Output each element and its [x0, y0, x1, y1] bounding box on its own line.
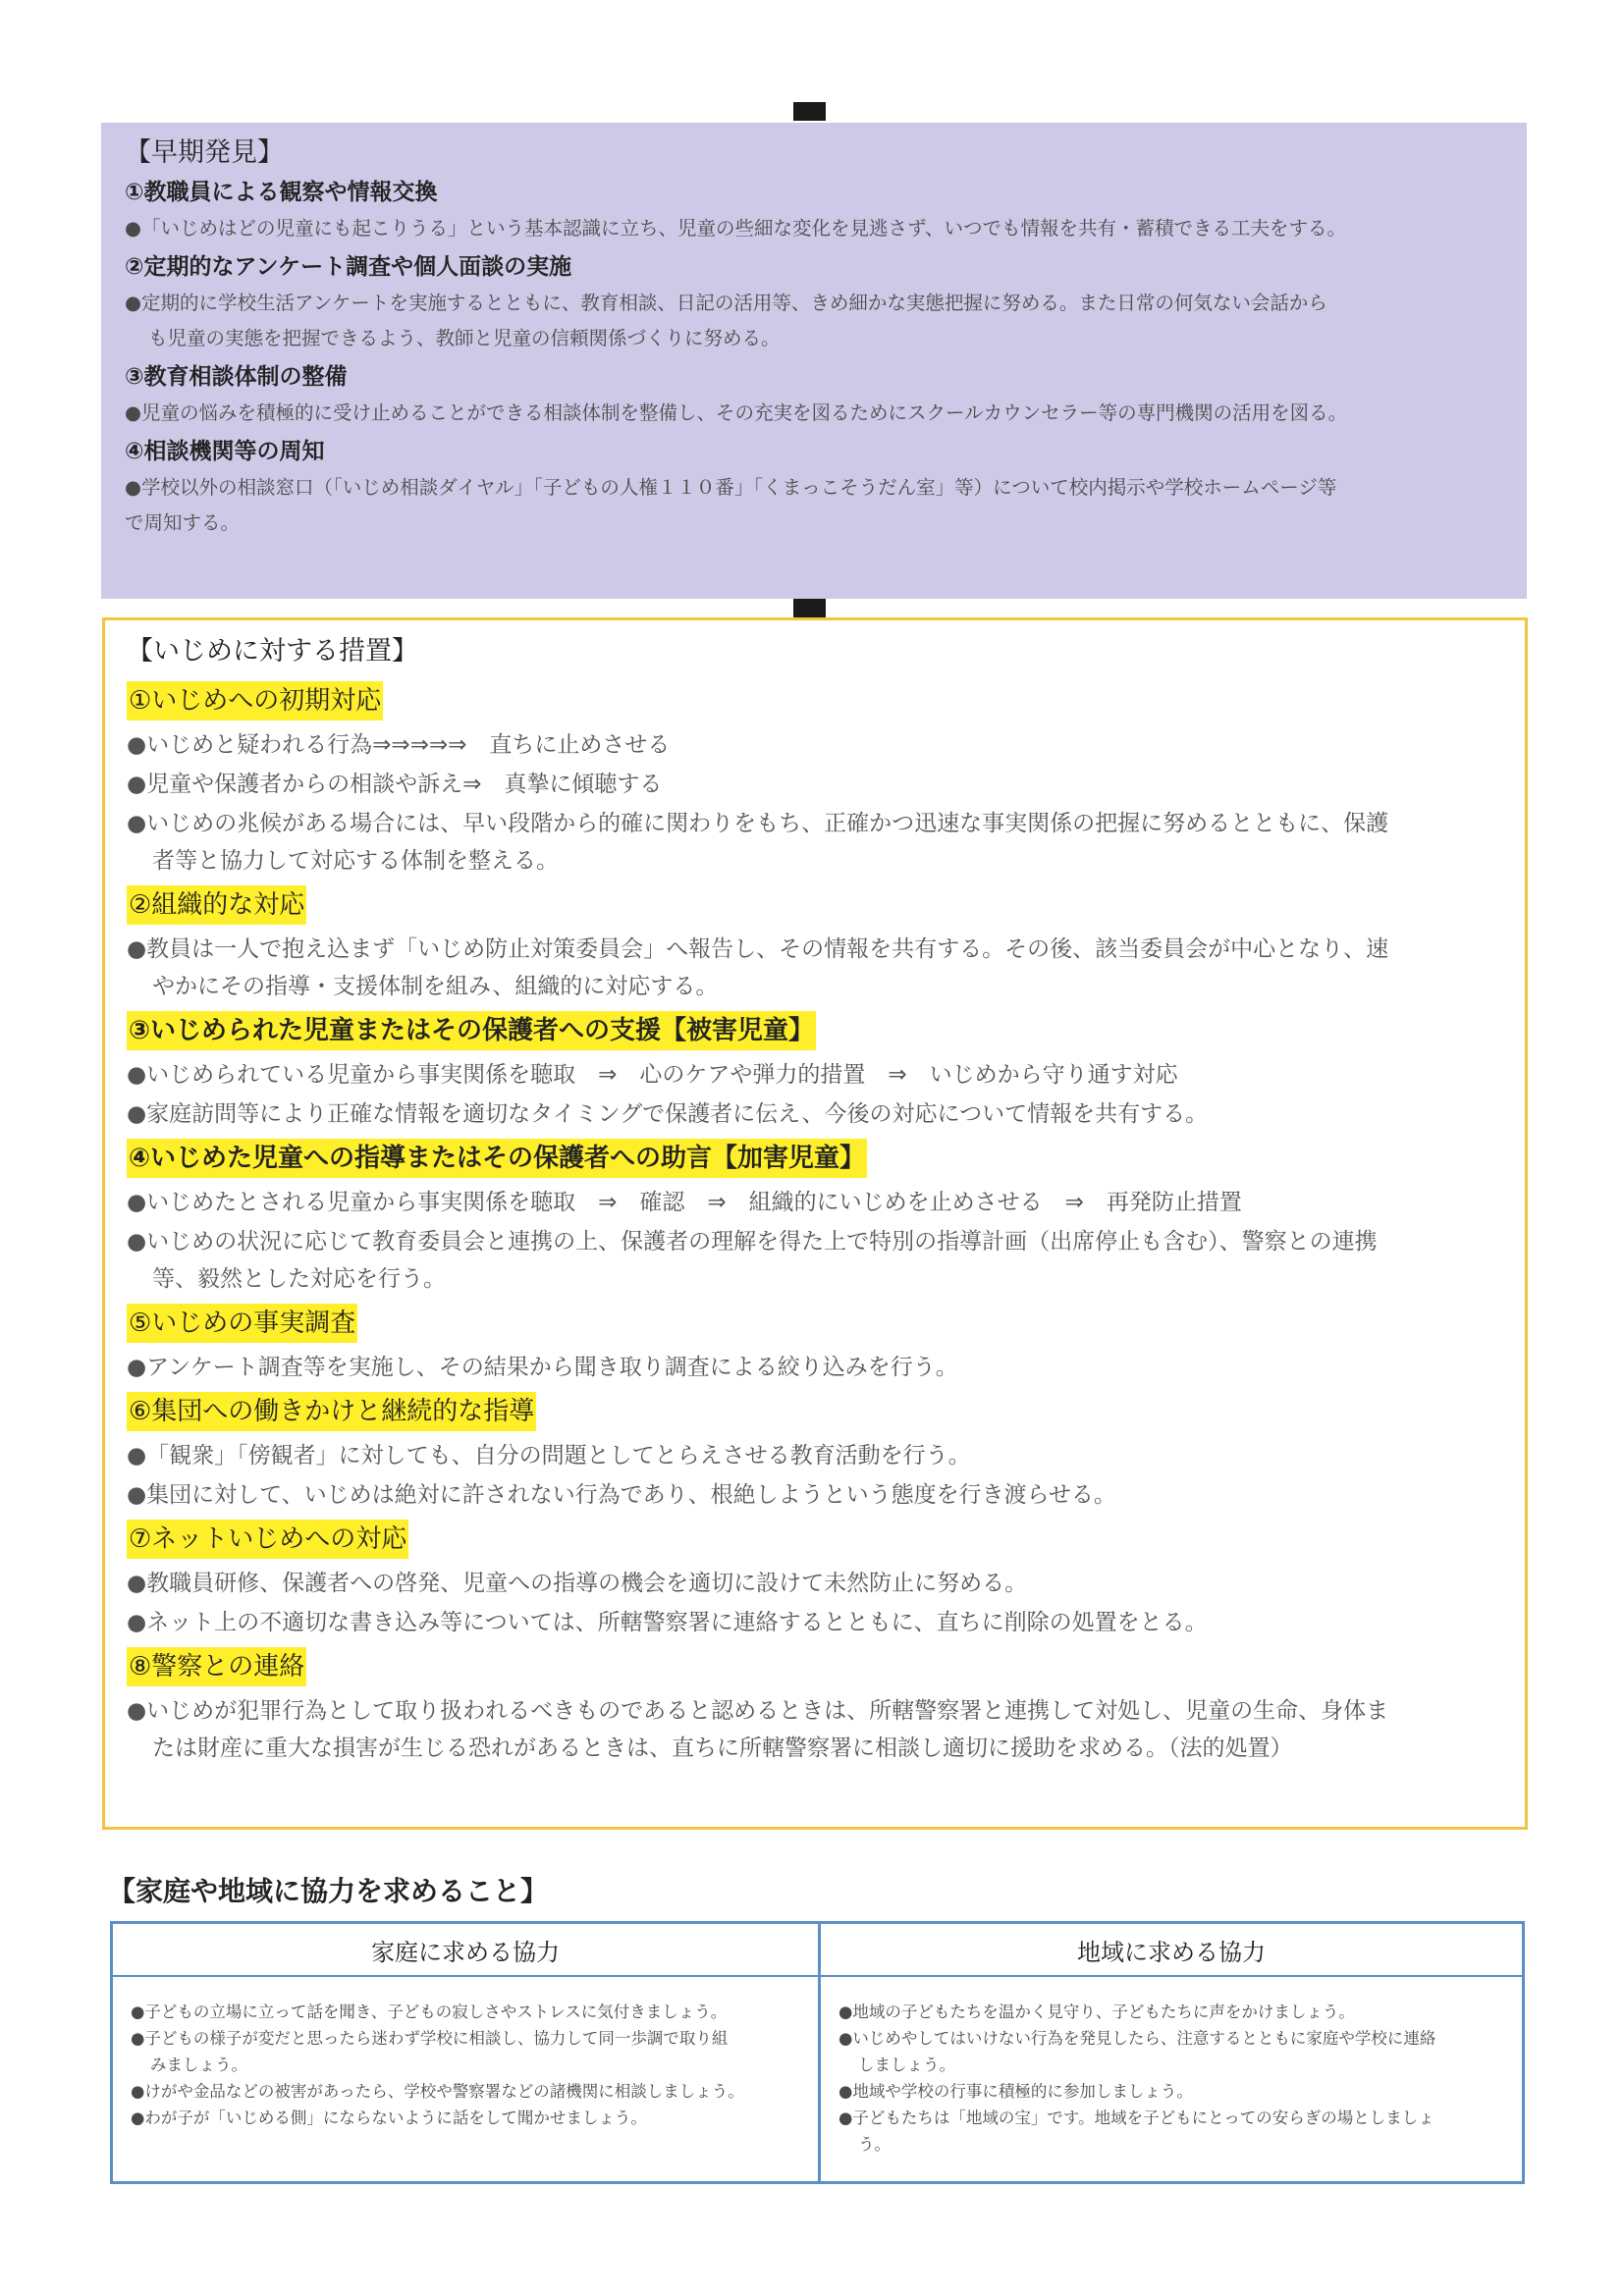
response-section-4	[127, 1135, 1503, 1298]
connector-middle	[793, 599, 826, 617]
early-bullet-1: ●「いじめはどの児童にも起こりうる」という基本認識に立ち、児童の些細な変化を見逃さず、いつでも情報を共有・蓄積できる工夫をする。	[125, 217, 1346, 240]
response-line: ●いじめられている児童から事実関係を聴取 ⇒ 心のケアや弾力的措置 ⇒ いじめから守り通す対応	[127, 1062, 1178, 1088]
response-section-6	[127, 1388, 1503, 1514]
response-section-5	[127, 1300, 1503, 1386]
list-item: ●けがや金品などの被害があったら、学校や警察署などの諸機関に相談しましょう。	[131, 2082, 744, 2101]
response-heading-5: ⑤いじめの事実調査	[127, 1304, 357, 1343]
early-bullet-2: ●定期的に学校生活アンケートを実施するとともに、教育相談、日記の活用等、きめ細かな実態把握に努める。また日常の何気ない会話から も児童の実態を把握できるよう、教師と児童の信頼関係づくりに努める。	[125, 292, 1327, 349]
response-line: ●いじめたとされる児童から事実関係を聴取 ⇒ 確認 ⇒ 組織的にいじめを止めさせる ⇒ 再発防止措置	[127, 1190, 1242, 1215]
early-heading-3: ③教育相談体制の整備	[125, 364, 348, 390]
response-line: ●家庭訪問等により正確な情報を適切なタイミングで保護者に伝え、今後の対応について情報を共有する。	[127, 1101, 1209, 1127]
list-item: ●いじめやしてはいけない行為を発見したら、注意するとともに家庭や学校に連絡 しましょう。	[839, 2029, 1436, 2074]
early-heading-4: ④相談機関等の周知	[125, 439, 325, 464]
list-item: ●子どもの立場に立って話を聞き、子どもの寂しさやストレスに気付きましょう。	[131, 2002, 728, 2021]
response-section-7	[127, 1516, 1503, 1641]
response-section-1	[127, 677, 1503, 880]
response-title: 【いじめに対する措置】	[127, 636, 418, 667]
cooperation-table	[110, 1921, 1525, 2184]
community-column-header: 地域に求める協力	[821, 1924, 1522, 1977]
early-detection-title: 【早期発見】	[125, 137, 284, 168]
early-heading-2: ②定期的なアンケート調査や個人面談の実施	[125, 254, 572, 280]
response-heading-1: ①いじめへの初期対応	[127, 681, 383, 721]
response-heading-3: ③いじめられた児童またはその保護者への支援【被害児童】	[127, 1011, 816, 1050]
bullying-response-box	[102, 617, 1528, 1830]
list-item: ●子どもの様子が変だと思ったら迷わず学校に相談し、協力して同一歩調で取り組 みましょう。	[131, 2029, 729, 2074]
response-heading-8: ⑧警察との連絡	[127, 1647, 306, 1686]
early-heading-1: ①教職員による観察や情報交換	[125, 180, 438, 205]
response-line: ●教員は一人で抱え込まず「いじめ防止対策委員会」へ報告し、その情報を共有する。その後、該当委員会が中心となり、速 やかにその指導・支援体制を組み、組織的に対応する。	[127, 936, 1389, 999]
list-item: ●地域の子どもたちを温かく見守り、子どもたちに声をかけましょう。	[839, 2002, 1355, 2021]
response-line: ●教職員研修、保護者への啓発、児童への指導の機会を適切に設けて未然防止に努める。	[127, 1571, 1028, 1596]
connector-top	[793, 102, 826, 121]
response-section-3	[127, 1007, 1503, 1133]
response-line: ●いじめと疑われる行為⇒⇒⇒⇒⇒ 直ちに止めさせる	[127, 732, 671, 758]
response-line: ●集団に対して、いじめは絶対に許されない行為であり、根絶しようという態度を行き渡らせる。	[127, 1482, 1116, 1508]
response-line: ●いじめの状況に応じて教育委員会と連携の上、保護者の理解を得た上で特別の指導計画（出席停止も含む）、警察との連携 等、毅然とした対応を行う。	[127, 1229, 1378, 1292]
response-heading-7: ⑦ネットいじめへの対応	[127, 1520, 408, 1559]
family-column-header: 家庭に求める協力	[113, 1924, 821, 1977]
response-line: ●いじめの兆候がある場合には、早い段階から的確に関わりをもち、正確かつ迅速な事実関係の把握に努めるとともに、保護 者等と協力して対応する体制を整える。	[127, 811, 1389, 874]
community-cell	[821, 1977, 1522, 2181]
early-bullet-3: ●児童の悩みを積極的に受け止めることができる相談体制を整備し、その充実を図るためにスクールカウンセラー等の専門機関の活用を図る。	[125, 401, 1348, 424]
response-line: ●ネット上の不適切な書き込み等については、所轄警察署に連絡するとともに、直ちに削除の処置をとる。	[127, 1610, 1208, 1635]
list-item: ●わが子が「いじめる側」にならないように話をして聞かせましょう。	[131, 2109, 647, 2127]
response-line: ●児童や保護者からの相談や訴え⇒ 真摯に傾聴する	[127, 772, 663, 797]
response-section-8	[127, 1643, 1503, 1767]
cooperation-title: 【家庭や地域に協力を求めること】	[108, 1875, 549, 1907]
response-line: ●いじめが犯罪行為として取り扱われるべきものであると認めるときは、所轄警察署と連携して対処し、児童の生命、身体ま たは財産に重大な損害が生じる恐れがあるときは、直ちに所轄警察署に相談し適切に援助を求める。（法的処置）	[127, 1698, 1389, 1761]
early-detection-box	[101, 123, 1527, 599]
list-item: ●子どもたちは「地域の宝」です。地域を子どもにとっての安らぎの場としましょ う。	[839, 2109, 1434, 2154]
response-line: ●「観衆」「傍観者」に対しても、自分の問題としてとらえさせる教育活動を行う。	[127, 1443, 971, 1468]
response-line: ●アンケート調査等を実施し、その結果から聞き取り調査による絞り込みを行う。	[127, 1355, 958, 1380]
response-heading-4: ④いじめた児童への指導またはその保護者への助言【加害児童】	[127, 1139, 867, 1178]
family-cell	[113, 1977, 821, 2181]
response-heading-6: ⑥集団への働きかけと継続的な指導	[127, 1392, 536, 1431]
early-bullet-4: ●学校以外の相談窓口（「いじめ相談ダイヤル」「子どもの人権１１０番」「くまっこそうだん室」等）について校内掲示や学校ホームページ等 で周知する。	[125, 476, 1337, 534]
response-section-2	[127, 881, 1503, 1005]
list-item: ●地域や学校の行事に積極的に参加しましょう。	[839, 2082, 1193, 2101]
response-heading-2: ②組織的な対応	[127, 885, 306, 925]
